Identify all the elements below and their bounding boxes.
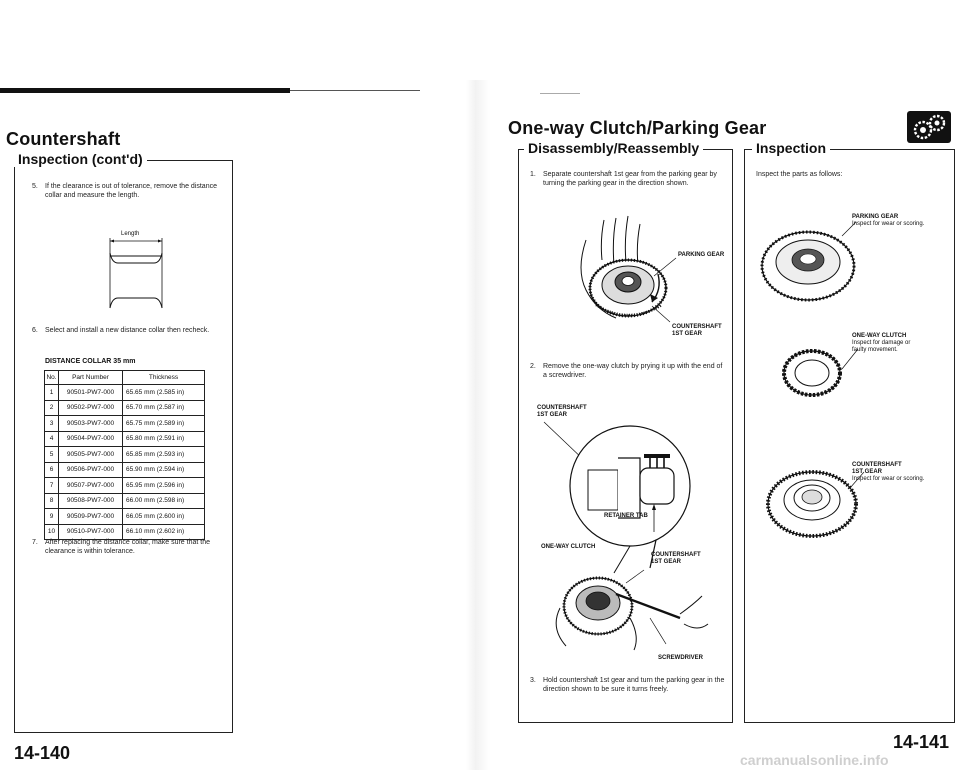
table-cell: 90502-PW7-000 [59,400,123,416]
inspect-parking-gear-note: Inspect for wear or scoring. [852,221,925,227]
table-cell: 7 [45,478,59,494]
left-section-heading: Inspection (cont'd) [14,151,147,167]
table-cell: 90508-PW7-000 [59,493,123,509]
inspect-one-way-note-line2: faulty movement. [852,347,898,353]
step-5 [32,182,222,200]
top-rule-right [540,93,580,94]
table-cell: 1 [45,385,59,401]
table-row [45,478,205,494]
right-page-title: One-way Clutch/Parking Gear [508,118,767,138]
step-7-number: 7. [32,539,38,546]
table-cell: 90507-PW7-000 [59,478,123,494]
table-cell: 65.80 mm (2.591 in) [123,431,205,447]
disassembly-step-3 [530,676,725,694]
step-3-text: Hold countershaft 1st gear and turn the parking gear in the direction shown to be sure it turns freely. [543,677,725,693]
table-cell: 90506-PW7-000 [59,462,123,478]
distance-collar-diagram [108,238,164,310]
distance-collar-table-title: DISTANCE COLLAR 35 mm [45,358,136,365]
step-3-number: 3. [530,677,536,684]
step-6-number: 6. [32,327,38,334]
parking-gear-label: PARKING GEAR [678,252,725,258]
table-header-row [45,371,205,385]
table-cell: 90510-PW7-000 [59,524,123,540]
screwdriver-label: SCREWDRIVER [658,655,704,661]
table-cell: 3 [45,416,59,432]
right-page-number: 14-141 [893,732,950,752]
left-page-title: Countershaft [6,129,121,149]
step-6 [32,326,222,335]
table-cell: 10 [45,524,59,540]
table-cell: 6 [45,462,59,478]
table-cell: 8 [45,493,59,509]
table-cell: 90505-PW7-000 [59,447,123,463]
step-7 [32,538,222,556]
step-2-number: 2. [530,363,536,370]
parking-gear-figure [756,220,866,308]
table-header: No. [45,371,59,385]
table-cell: 66.05 mm (2.600 in) [123,509,205,525]
table-header: Part Number [59,371,123,385]
parking-gear-separation-figure [566,210,686,332]
top-rule-thin [290,90,420,91]
retainer-tab-label: RETAINER TAB [604,513,648,519]
step-2-text: Remove the one-way clutch by prying it up with the end of a screwdriver. [543,363,723,379]
inspect-one-way-note-line1: Inspect for damage or [852,340,911,346]
table-cell: 4 [45,431,59,447]
disassembly-step-2 [530,362,725,380]
watermark: carmanualsonline.info [740,752,889,768]
table-row [45,385,205,401]
page-binding [466,80,490,770]
one-way-clutch-label: ONE-WAY CLUTCH [541,544,596,550]
one-way-clutch-removal-figure [530,418,720,650]
table-cell: 90509-PW7-000 [59,509,123,525]
table-cell: 9 [45,509,59,525]
inspect-parking-gear-label: PARKING GEAR [852,214,899,220]
table-cell: 65.90 mm (2.594 in) [123,462,205,478]
cs-1st-gear-label-line1: COUNTERSHAFT [672,324,722,330]
cs-gear-label-2-line2: 1ST GEAR [537,412,568,418]
step-1-number: 1. [530,171,536,178]
cs-1st-gear-label-line2: 1ST GEAR [672,331,703,337]
disassembly-heading: Disassembly/Reassembly [524,140,703,156]
inspection-intro [756,170,946,179]
step-1-text: Separate countershaft 1st gear from the parking gear by turning the parking gear in the direction shown. [543,171,717,187]
table-cell: 65.70 mm (2.587 in) [123,400,205,416]
left-page-number: 14-140 [14,743,71,763]
table-cell: 90501-PW7-000 [59,385,123,401]
inspect-cs-gear-label-line1: COUNTERSHAFT [852,462,902,468]
table-row [45,462,205,478]
table-row [45,447,205,463]
inspect-cs-gear-label-line2: 1ST GEAR [852,469,883,475]
table-cell: 66.00 mm (2.598 in) [123,493,205,509]
length-label: Length [121,231,140,237]
cs-gear-label-3-line1: COUNTERSHAFT [651,552,701,558]
table-cell: 65.95 mm (2.596 in) [123,478,205,494]
cs-gear-label-3-line2: 1ST GEAR [651,559,682,565]
table-cell: 66.10 mm (2.602 in) [123,524,205,540]
step-5-text: If the clearance is out of tolerance, remove the distance collar and measure the length. [45,183,217,199]
table-header: Thickness [123,371,205,385]
table-cell: 65.65 mm (2.585 in) [123,385,205,401]
top-rule [0,88,290,93]
table-cell: 90503-PW7-000 [59,416,123,432]
table-row [45,416,205,432]
cs-gear-label-2-line1: COUNTERSHAFT [537,405,587,411]
inspection-intro-text: Inspect the parts as follows: [756,171,843,178]
table-row [45,509,205,525]
table-row [45,400,205,416]
inspect-one-way-clutch-label: ONE-WAY CLUTCH [852,333,907,339]
disassembly-step-1 [530,170,725,188]
table-cell: 65.85 mm (2.593 in) [123,447,205,463]
step-6-text: Select and install a new distance collar then recheck. [45,327,210,334]
distance-collar-table [44,370,205,540]
table-row [45,431,205,447]
inspect-cs-gear-note: Inspect for wear or scoring. [852,476,925,482]
table-cell: 90504-PW7-000 [59,431,123,447]
table-cell: 65.75 mm (2.589 in) [123,416,205,432]
table-cell: 2 [45,400,59,416]
inspection-heading: Inspection [752,140,830,156]
table-cell: 5 [45,447,59,463]
step-7-text: After replacing the distance collar, make sure that the clearance is within tolerance. [45,539,210,555]
step-5-number: 5. [32,183,38,190]
table-row [45,493,205,509]
gear-pair-logo-icon [907,111,951,143]
